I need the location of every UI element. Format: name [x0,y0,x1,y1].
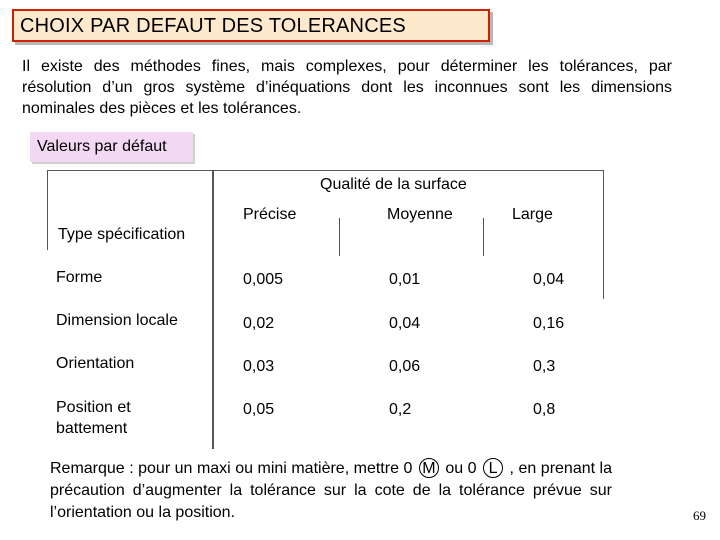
intro-paragraph: Il existe des méthodes fines, mais complexes, pour déterminer les tolérances, par résolution d’un gros système d’inéquations dont les inconnues sont les dimensions nominales des pièces et les tolérances. [22,58,672,117]
cell-dimension-precise: 0,02 [243,315,275,332]
cell-forme-large: 0,04 [533,271,565,288]
table-left-border [47,170,48,250]
cell-dimension-moyenne: 0,04 [389,315,421,332]
cell-forme-moyenne: 0,01 [389,271,421,288]
cell-dimension-large: 0,16 [533,315,565,332]
column-header-moyenne: Moyenne [387,206,453,223]
title-box [12,9,490,42]
row-label-position: Position et [56,399,131,416]
row-header: Type spécification [58,226,186,243]
cell-orientation-large: 0,3 [533,358,556,375]
row-label-dimension-locale: Dimension locale [56,312,178,329]
table-top-border [47,170,604,171]
cell-position-large: 0,8 [533,401,556,418]
page-number: 69 [693,508,706,523]
cell-position-moyenne: 0,2 [389,401,412,418]
cell-orientation-moyenne: 0,06 [389,358,421,375]
remark-paragraph [50,458,612,524]
row-label-forme: Forme [56,269,103,286]
row-label-battement: battement [56,420,128,437]
remark-text-3: , en prenant la précaution d’augmenter la tolérance sur la cote de la tolérance prévue sur l’orientation ou la position. [50,460,613,521]
table-col-divider-2 [483,218,484,256]
cell-position-precise: 0,05 [243,401,275,418]
remark-text-1: Remarque : pour un maxi ou mini matière, mettre 0 [50,460,417,477]
table-col-divider-1 [339,218,340,256]
max-material-symbol: M [419,458,439,478]
default-values-tag [30,132,193,162]
table-right-border [603,170,604,299]
column-header-large: Large [512,206,553,223]
page-title: CHOIX PAR DEFAUT DES TOLERANCES [20,15,406,37]
table-header-divider [212,170,214,449]
column-header-precise: Précise [243,206,297,223]
cell-orientation-precise: 0,03 [243,358,275,375]
cell-forme-precise: 0,005 [243,271,284,288]
remark-text-2: ou 0 [440,460,482,477]
min-material-symbol: L [483,458,503,478]
default-values-label: Valeurs par défaut [37,138,167,155]
group-header: Qualité de la surface [320,176,467,193]
row-label-orientation: Orientation [56,355,135,372]
